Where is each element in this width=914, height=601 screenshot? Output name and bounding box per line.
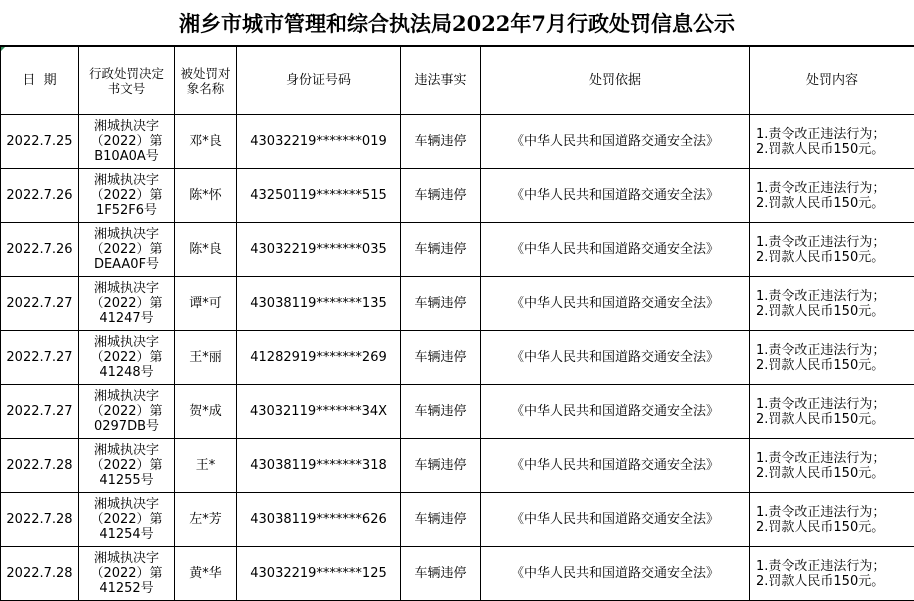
- content-line-1: 1.责令改正违法行为；: [756, 343, 914, 358]
- content-line-1: 1.责令改正违法行为；: [756, 451, 914, 466]
- header-row: [1, 47, 914, 115]
- cell-id-number: 43038119*******626: [237, 493, 401, 547]
- content-line-1: 1.责令改正违法行为；: [756, 559, 914, 574]
- cell-name: 黄*华: [175, 547, 237, 601]
- table-row: [1, 115, 914, 169]
- header-content: 处罚内容: [750, 47, 914, 115]
- content-line-1: 1.责令改正违法行为；: [756, 181, 914, 196]
- cell-id-number: 41282919*******269: [237, 331, 401, 385]
- cell-doc-number: 湘城执决字（2022）第41252号: [79, 547, 175, 601]
- cell-name: 谭*可: [175, 277, 237, 331]
- page-title: 湘乡市城市管理和综合执法局2022年7月行政处罚信息公示: [0, 0, 914, 46]
- cell-date: 2022.7.27: [1, 385, 79, 439]
- cell-content: [750, 115, 914, 169]
- cell-violation: 车辆违停: [401, 277, 481, 331]
- cell-date: 2022.7.25: [1, 115, 79, 169]
- cell-doc-number: 湘城执决字（2022）第41254号: [79, 493, 175, 547]
- cell-basis: 《中华人民共和国道路交通安全法》: [481, 493, 750, 547]
- cell-id-number: 43038119*******318: [237, 439, 401, 493]
- cell-date: 2022.7.28: [1, 439, 79, 493]
- header-date: 日 期: [1, 47, 79, 115]
- cell-id-number: 43250119*******515: [237, 169, 401, 223]
- content-line-2: 2.罚款人民币150元。: [756, 466, 914, 481]
- cell-content: [750, 439, 914, 493]
- cell-content: [750, 547, 914, 601]
- cell-date: 2022.7.28: [1, 493, 79, 547]
- cell-content: [750, 277, 914, 331]
- cell-date: 2022.7.28: [1, 547, 79, 601]
- header-id-number: 身份证号码: [237, 47, 401, 115]
- cell-content: [750, 169, 914, 223]
- cell-content: [750, 493, 914, 547]
- content-line-1: 1.责令改正违法行为；: [756, 397, 914, 412]
- header-name: 被处罚对象名称: [175, 47, 237, 115]
- content-line-1: 1.责令改正违法行为；: [756, 505, 914, 520]
- penalty-table: [0, 46, 914, 601]
- content-line-2: 2.罚款人民币150元。: [756, 196, 914, 211]
- content-line-2: 2.罚款人民币150元。: [756, 304, 914, 319]
- cell-violation: 车辆违停: [401, 331, 481, 385]
- cell-name: 陈*怀: [175, 169, 237, 223]
- cell-violation: 车辆违停: [401, 223, 481, 277]
- cell-violation: 车辆违停: [401, 115, 481, 169]
- cell-violation: 车辆违停: [401, 439, 481, 493]
- cell-doc-number: 湘城执决字（2022）第41247号: [79, 277, 175, 331]
- content-line-2: 2.罚款人民币150元。: [756, 250, 914, 265]
- header-violation: 违法事实: [401, 47, 481, 115]
- table-row: [1, 547, 914, 601]
- table-row: [1, 277, 914, 331]
- cell-name: 邓*良: [175, 115, 237, 169]
- table-row: [1, 331, 914, 385]
- content-line-2: 2.罚款人民币150元。: [756, 358, 914, 373]
- cell-name: 王*丽: [175, 331, 237, 385]
- cell-basis: 《中华人民共和国道路交通安全法》: [481, 331, 750, 385]
- cell-date: 2022.7.27: [1, 277, 79, 331]
- cell-violation: 车辆违停: [401, 493, 481, 547]
- cell-doc-number: 湘城执决字（2022）第B10A0A号: [79, 115, 175, 169]
- cell-basis: 《中华人民共和国道路交通安全法》: [481, 439, 750, 493]
- cell-name: 陈*良: [175, 223, 237, 277]
- cell-violation: 车辆违停: [401, 547, 481, 601]
- cell-basis: 《中华人民共和国道路交通安全法》: [481, 547, 750, 601]
- content-line-1: 1.责令改正违法行为；: [756, 235, 914, 250]
- cell-doc-number: 湘城执决字（2022）第0297DB号: [79, 385, 175, 439]
- header-basis: 处罚依据: [481, 47, 750, 115]
- cell-id-number: 43032219*******125: [237, 547, 401, 601]
- cell-name: 左*芳: [175, 493, 237, 547]
- cell-basis: 《中华人民共和国道路交通安全法》: [481, 223, 750, 277]
- cell-id-number: 43032119*******34X: [237, 385, 401, 439]
- cell-doc-number: 湘城执决字（2022）第1F52F6号: [79, 169, 175, 223]
- content-line-2: 2.罚款人民币150元。: [756, 412, 914, 427]
- content-line-1: 1.责令改正违法行为；: [756, 127, 914, 142]
- cell-id-number: 43038119*******135: [237, 277, 401, 331]
- cell-doc-number: 湘城执决字（2022）第41255号: [79, 439, 175, 493]
- content-line-2: 2.罚款人民币150元。: [756, 574, 914, 589]
- cell-basis: 《中华人民共和国道路交通安全法》: [481, 385, 750, 439]
- cell-doc-number: 湘城执决字（2022）第41248号: [79, 331, 175, 385]
- header-doc-number: 行政处罚决定书文号: [79, 47, 175, 115]
- cell-doc-number: 湘城执决字（2022）第DEAA0F号: [79, 223, 175, 277]
- cell-content: [750, 223, 914, 277]
- cell-name: 王*: [175, 439, 237, 493]
- table-row: [1, 223, 914, 277]
- cell-basis: 《中华人民共和国道路交通安全法》: [481, 169, 750, 223]
- cell-date: 2022.7.26: [1, 169, 79, 223]
- table-row: [1, 493, 914, 547]
- cell-violation: 车辆违停: [401, 385, 481, 439]
- cell-violation: 车辆违停: [401, 169, 481, 223]
- content-line-2: 2.罚款人民币150元。: [756, 142, 914, 157]
- cell-name: 贺*成: [175, 385, 237, 439]
- table-row: [1, 169, 914, 223]
- cell-date: 2022.7.27: [1, 331, 79, 385]
- cell-basis: 《中华人民共和国道路交通安全法》: [481, 277, 750, 331]
- cell-basis: 《中华人民共和国道路交通安全法》: [481, 115, 750, 169]
- cell-id-number: 43032219*******035: [237, 223, 401, 277]
- content-line-2: 2.罚款人民币150元。: [756, 520, 914, 535]
- cell-content: [750, 331, 914, 385]
- table-row: [1, 439, 914, 493]
- table-row: [1, 385, 914, 439]
- cell-content: [750, 385, 914, 439]
- cell-id-number: 43032219*******019: [237, 115, 401, 169]
- cell-date: 2022.7.26: [1, 223, 79, 277]
- content-line-1: 1.责令改正违法行为；: [756, 289, 914, 304]
